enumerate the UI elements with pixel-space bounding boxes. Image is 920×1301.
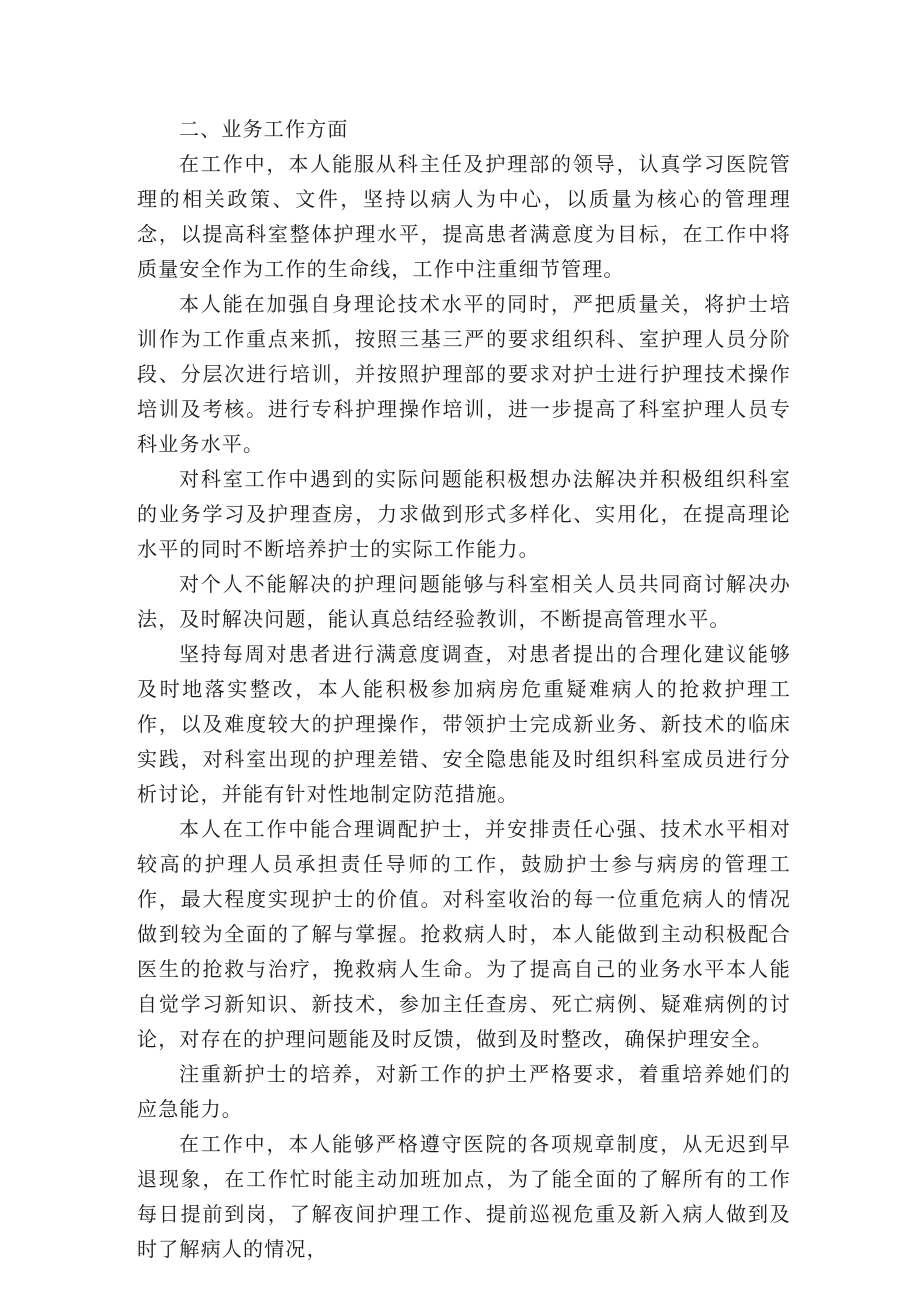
paragraph-5: 坚持每周对患者进行满意度调查，对患者提出的合理化建议能够及时地落实整改，本人能积极参加病房危重疑难病人的抢救护理工作，以及难度较大的护理操作，带领护士完成新业务、新技术的临床实践，对科室出现的护理差错、安全隐患能及时组织科室成员进行分析讨论，并能有针对性地制定防范措施。 (137, 642, 791, 806)
paragraph-3: 对科室工作中遇到的实际问题能积极想办法解决并积极组织科室的业务学习及护理查房，力求做到形式多样化、实用化，在提高理论水平的同时不断培养护士的实际工作能力。 (137, 467, 791, 561)
paragraph-8: 在工作中，本人能够严格遵守医院的各项规章制度，从无迟到早退现象，在工作忙时能主动加班加点，为了能全面的了解所有的工作每日提前到岗，了解夜间护理工作、提前巡视危重及新入病人做到及时了解病人的情况， (137, 1132, 791, 1261)
section-heading: 二、业务工作方面 (179, 117, 349, 141)
paragraph-4: 对个人不能解决的护理问题能够与科室相关人员共同商讨解决办法，及时解决问题，能认真总结经验教训，不断提高管理水平。 (137, 572, 791, 631)
document-page (137, 112, 791, 1267)
paragraph-2: 本人能在加强自身理论技术水平的同时，严把质量关，将护士培训作为工作重点来抓，按照三基三严的要求组织科、室护理人员分阶段、分层次进行培训，并按照护理部的要求对护士进行护理技术操作培训及考核。进行专科护理操作培训，进一步提高了科室护理人员专科业务水平。 (137, 292, 791, 456)
paragraph-1: 在工作中，本人能服从科主任及护理部的领导，认真学习医院管理的相关政策、文件，坚持以病人为中心，以质量为核心的管理理念，以提高科室整体护理水平，提高患者满意度为目标，在工作中将质量安全作为工作的生命线，工作中注重细节管理。 (137, 152, 791, 281)
paragraph-6: 本人在工作中能合理调配护士，并安排责任心强、技术水平相对较高的护理人员承担责任导师的工作，鼓励护士参与病房的管理工作，最大程度实现护士的价值。对科室收治的每一位重危病人的情况做到较为全面的了解与掌握。抢救病人时，本人能做到主动积极配合医生的抢救与治疗，挽救病人生命。为了提高自己的业务水平本人能自觉学习新知识、新技术，参加主任查房、死亡病例、疑难病例的讨论，对存在的护理问题能及时反馈，做到及时整改，确保护理安全。 (137, 817, 791, 1051)
paragraph-7: 注重新护士的培养，对新工作的护土严格要求，着重培养她们的应急能力。 (137, 1062, 791, 1121)
